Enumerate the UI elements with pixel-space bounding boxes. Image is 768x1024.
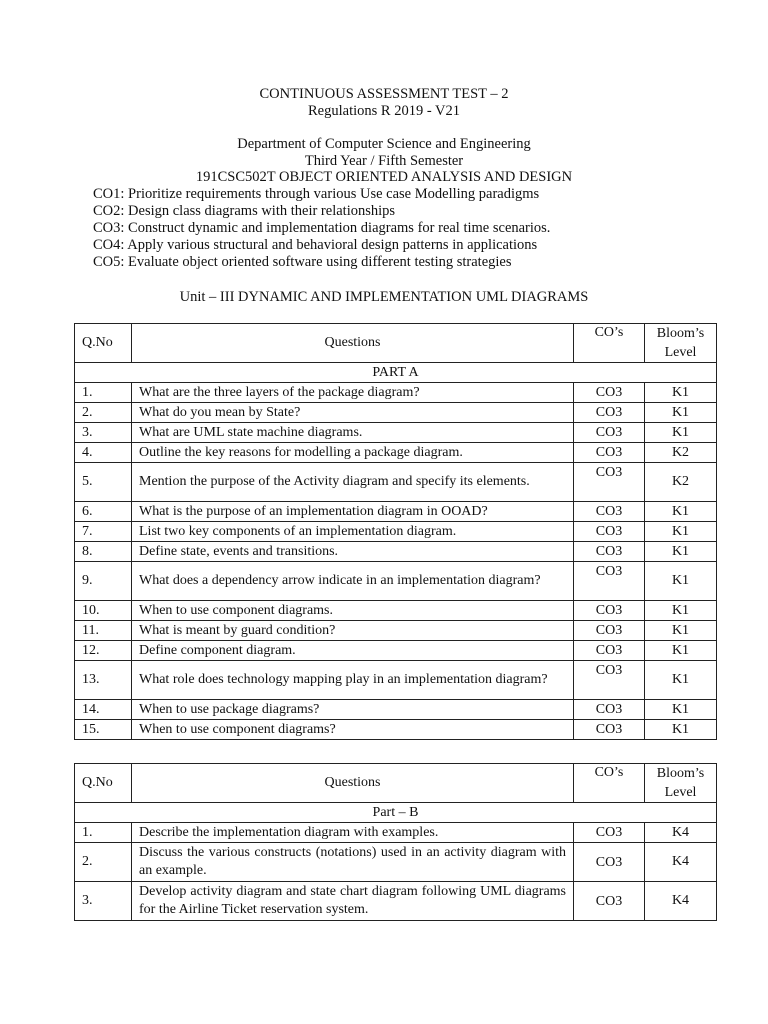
course-outcome: CO3: Construct dynamic and implementation diagrams for real time scenarios. — [93, 219, 551, 236]
blooms-level: K4 — [645, 823, 717, 843]
table-row — [75, 383, 717, 403]
question-text: Define state, events and transitions. — [132, 542, 574, 562]
question-text: Develop activity diagram and state chart diagram following UML diagrams for the Airline Ticket reservation system. — [132, 882, 574, 921]
blooms-level: K1 — [645, 700, 717, 720]
question-number: 5. — [75, 463, 132, 502]
questions-header: Questions — [132, 324, 574, 363]
blooms-level: K1 — [645, 542, 717, 562]
part-b-table — [74, 763, 717, 921]
course-outcome: CO5: Evaluate object oriented software using different testing strategies — [93, 253, 512, 270]
table-row — [75, 661, 717, 700]
table-row — [75, 522, 717, 542]
co-value: CO3 — [574, 463, 645, 502]
blooms-level: K1 — [645, 601, 717, 621]
table-row — [75, 502, 717, 522]
cos-header: CO’s — [574, 324, 645, 363]
blooms-level: K1 — [645, 403, 717, 423]
question-number: 1. — [75, 823, 132, 843]
unit-title: Unit – III DYNAMIC AND IMPLEMENTATION UML DIAGRAMS — [179, 289, 589, 305]
co-value: CO3 — [574, 542, 645, 562]
blooms-header: Bloom’s Level — [645, 324, 717, 363]
question-text: Describe the implementation diagram with examples. — [132, 823, 574, 843]
question-number: 6. — [75, 502, 132, 522]
course-outcome: CO1: Prioritize requirements through various Use case Modelling paradigms — [93, 185, 540, 202]
qno-header: Q.No — [75, 324, 132, 363]
question-text: When to use component diagrams. — [132, 601, 574, 621]
table-row — [75, 641, 717, 661]
question-text: List two key components of an implementation diagram. — [132, 522, 574, 542]
cos-header: CO’s — [574, 764, 645, 803]
table-row — [75, 542, 717, 562]
co-value: CO3 — [574, 403, 645, 423]
question-number: 13. — [75, 661, 132, 700]
table-row — [75, 700, 717, 720]
regulations: Regulations R 2019 - V21 — [308, 102, 460, 119]
question-text: What is the purpose of an implementation diagram in OOAD? — [132, 502, 574, 522]
table-row — [75, 423, 717, 443]
question-text: What is meant by guard condition? — [132, 621, 574, 641]
question-number: 2. — [75, 843, 132, 882]
co-value: CO3 — [574, 641, 645, 661]
table-header-row — [75, 764, 717, 803]
table-row — [75, 443, 717, 463]
co-value: CO3 — [574, 562, 645, 601]
part-a-label: PART A — [75, 363, 717, 383]
question-text: What are UML state machine diagrams. — [132, 423, 574, 443]
questions-header: Questions — [132, 764, 574, 803]
year-semester: Third Year / Fifth Semester — [304, 152, 464, 169]
question-number: 11. — [75, 621, 132, 641]
question-number: 15. — [75, 720, 132, 740]
co-value: CO3 — [574, 621, 645, 641]
question-number: 2. — [75, 403, 132, 423]
table-row — [75, 403, 717, 423]
course-outcomes-list — [93, 186, 768, 271]
question-number: 3. — [75, 423, 132, 443]
question-text: Define component diagram. — [132, 641, 574, 661]
co-value: CO3 — [574, 882, 645, 921]
question-number: 10. — [75, 601, 132, 621]
co-value: CO3 — [574, 502, 645, 522]
table-row — [75, 463, 717, 502]
blooms-level: K4 — [645, 882, 717, 921]
question-number: 4. — [75, 443, 132, 463]
question-text: Discuss the various constructs (notations) used in an activity diagram with an example. — [132, 843, 574, 882]
question-text: When to use component diagrams? — [132, 720, 574, 740]
part-a-table — [74, 323, 717, 740]
table-row — [75, 720, 717, 740]
co-value: CO3 — [574, 720, 645, 740]
department: Department of Computer Science and Engineering — [237, 136, 531, 152]
question-number: 9. — [75, 562, 132, 601]
table-row — [75, 621, 717, 641]
table-row — [75, 562, 717, 601]
question-number: 7. — [75, 522, 132, 542]
co-value: CO3 — [574, 843, 645, 882]
blooms-header: Bloom’s Level — [645, 764, 717, 803]
question-number: 12. — [75, 641, 132, 661]
question-text: What do you mean by State? — [132, 403, 574, 423]
table-row — [75, 823, 717, 843]
co-value: CO3 — [574, 601, 645, 621]
blooms-level: K1 — [645, 423, 717, 443]
co-value: CO3 — [574, 423, 645, 443]
part-b-label: Part – B — [75, 803, 717, 823]
table-row — [75, 601, 717, 621]
co-value: CO3 — [574, 522, 645, 542]
part-label-row — [75, 363, 717, 383]
question-number: 14. — [75, 700, 132, 720]
question-text: What are the three layers of the package diagram? — [132, 383, 574, 403]
blooms-level: K1 — [645, 661, 717, 700]
blooms-level: K1 — [645, 562, 717, 601]
part-label-row — [75, 803, 717, 823]
question-number: 8. — [75, 542, 132, 562]
course-outcome: CO4: Apply various structural and behavioral design patterns in applications — [93, 236, 538, 253]
table-row — [75, 882, 717, 921]
co-value: CO3 — [574, 823, 645, 843]
blooms-level: K1 — [645, 641, 717, 661]
co-value: CO3 — [574, 443, 645, 463]
co-value: CO3 — [574, 661, 645, 700]
co-value: CO3 — [574, 383, 645, 403]
blooms-level: K1 — [645, 522, 717, 542]
question-text: When to use package diagrams? — [132, 700, 574, 720]
blooms-level: K2 — [645, 443, 717, 463]
question-number: 3. — [75, 882, 132, 921]
blooms-level: K4 — [645, 843, 717, 882]
course-outcome: CO2: Design class diagrams with their relationships — [93, 202, 396, 219]
blooms-level: K1 — [645, 502, 717, 522]
blooms-level: K1 — [645, 720, 717, 740]
qno-header: Q.No — [75, 764, 132, 803]
document-header — [0, 86, 768, 271]
question-text: Outline the key reasons for modelling a package diagram. — [132, 443, 574, 463]
course-title: 191CSC502T OBJECT ORIENTED ANALYSIS AND DESIGN — [195, 169, 573, 185]
blooms-level: K2 — [645, 463, 717, 502]
question-text: What role does technology mapping play in an implementation diagram? — [132, 661, 574, 700]
co-value: CO3 — [574, 700, 645, 720]
question-text: Mention the purpose of the Activity diagram and specify its elements. — [132, 463, 574, 502]
table-header-row — [75, 324, 717, 363]
test-title: CONTINUOUS ASSESSMENT TEST – 2 — [259, 86, 509, 102]
question-text: What does a dependency arrow indicate in an implementation diagram? — [132, 562, 574, 601]
question-number: 1. — [75, 383, 132, 403]
table-row — [75, 843, 717, 882]
blooms-level: K1 — [645, 621, 717, 641]
blooms-level: K1 — [645, 383, 717, 403]
